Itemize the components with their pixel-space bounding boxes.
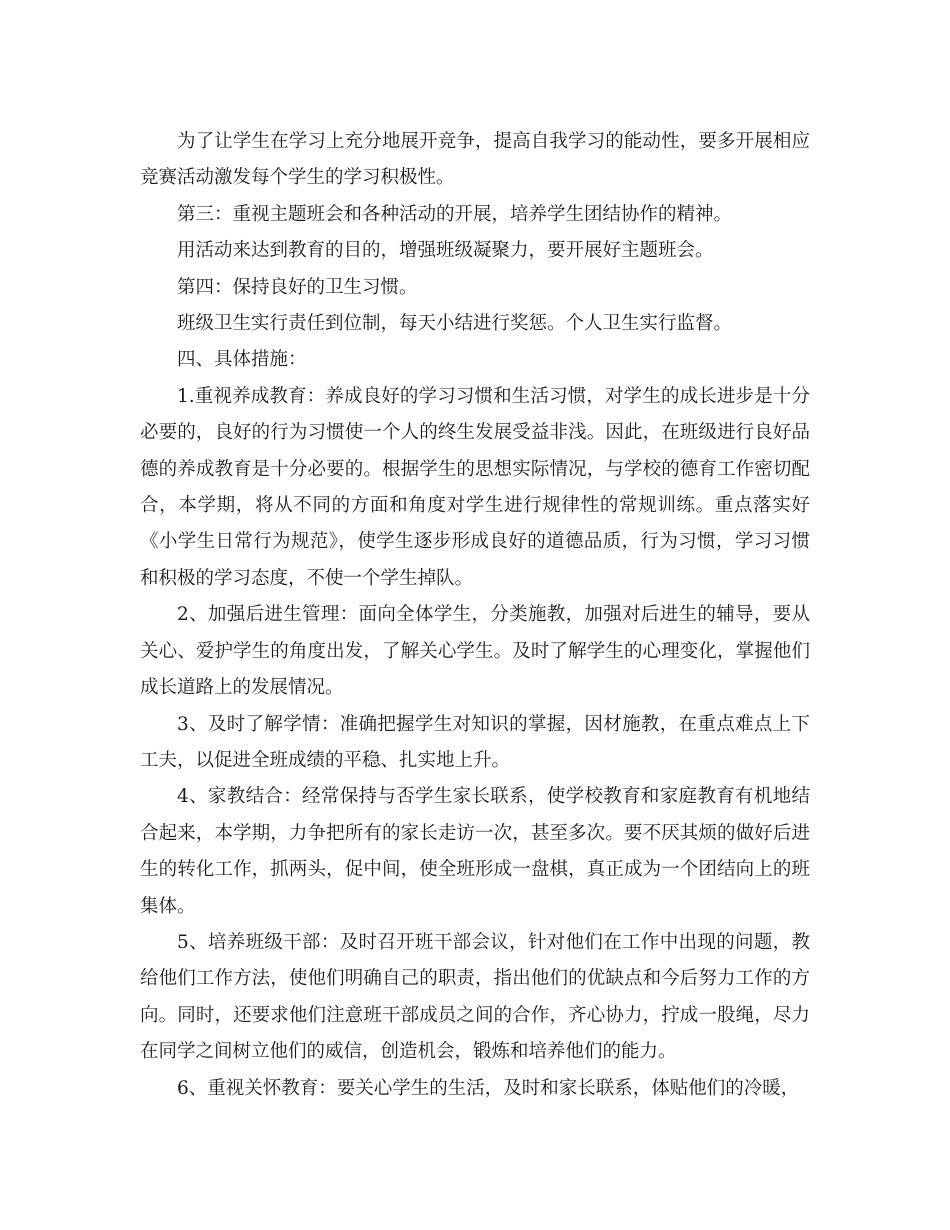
paragraph-competition: 为了让学生在学习上充分地展开竞争，提高自我学习的能动性，要多开展相应竞赛活动激发每个学生的学习积极性。	[140, 131, 810, 189]
paragraph-measure-3: 3、及时了解学情：准确把握学生对知识的掌握，因材施教，在重点难点上下工夫，以促进全班成绩的平稳、扎实地上升。	[140, 713, 810, 771]
paragraph-point-four: 第四：保持良好的卫生习惯。	[177, 276, 418, 298]
paragraph-class-meeting: 用活动来达到教育的目的，增强班级凝聚力，要开展好主题班会。	[177, 240, 714, 262]
section-heading-measures: 四、具体措施：	[177, 349, 307, 371]
paragraph-measure-2: 2、加强后进生管理：面向全体学生，分类施教，加强对后进生的辅导，要从关心、爱护学生的角度出发，了解关心学生。及时了解学生的心理变化，掌握他们成长道路上的发展情况。	[140, 604, 810, 699]
paragraph-measure-5: 5、培养班级干部：及时召开班干部会议，针对他们在工作中出现的问题，教给他们工作方法，使他们明确自己的职责，指出他们的优缺点和今后努力工作的方向。同时，还要求他们注意班干部成员之间的合作，齐心协力，拧成一股绳，尽力在同学之间树立他们的威信，创造机会，锻炼和培养他们的能力。	[140, 931, 810, 1063]
paragraph-point-three: 第三：重视主题班会和各种活动的开展，培养学生团结协作的精神。	[177, 203, 733, 225]
paragraph-measure-1: 1.重视养成教育：养成良好的学习习惯和生活习惯，对学生的成长进步是十分必要的，良好的行为习惯使一个人的终生发展受益非浅。因此，在班级进行良好品德的养成教育是十分必要的。根据学生的思想实际情况，与学校的德育工作密切配合，本学期，将从不同的方面和角度对学生进行规律性的常规训练。重点落实好《小学生日常行为规范》，使学生逐步形成良好的道德品质，行为习惯，学习习惯和积极的学习态度，不使一个学生掉队。	[140, 385, 810, 589]
document-body	[140, 124, 810, 1107]
paragraph-measure-6: 6、重视关怀教育：要关心学生的生活，及时和家长联系，体贴他们的冷暖，	[177, 1077, 800, 1099]
paragraph-measure-4: 4、家教结合：经常保持与否学生家长联系，使学校教育和家庭教育有机地结合起来，本学期，力争把所有的家长走访一次，甚至多次。要不厌其烦的做好后进生的转化工作，抓两头，促中间，使全班形成一盘棋，真正成为一个团结向上的班集体。	[140, 786, 810, 917]
paragraph-hygiene: 班级卫生实行责任到位制，每天小结进行奖惩。个人卫生实行监督。	[177, 313, 733, 335]
